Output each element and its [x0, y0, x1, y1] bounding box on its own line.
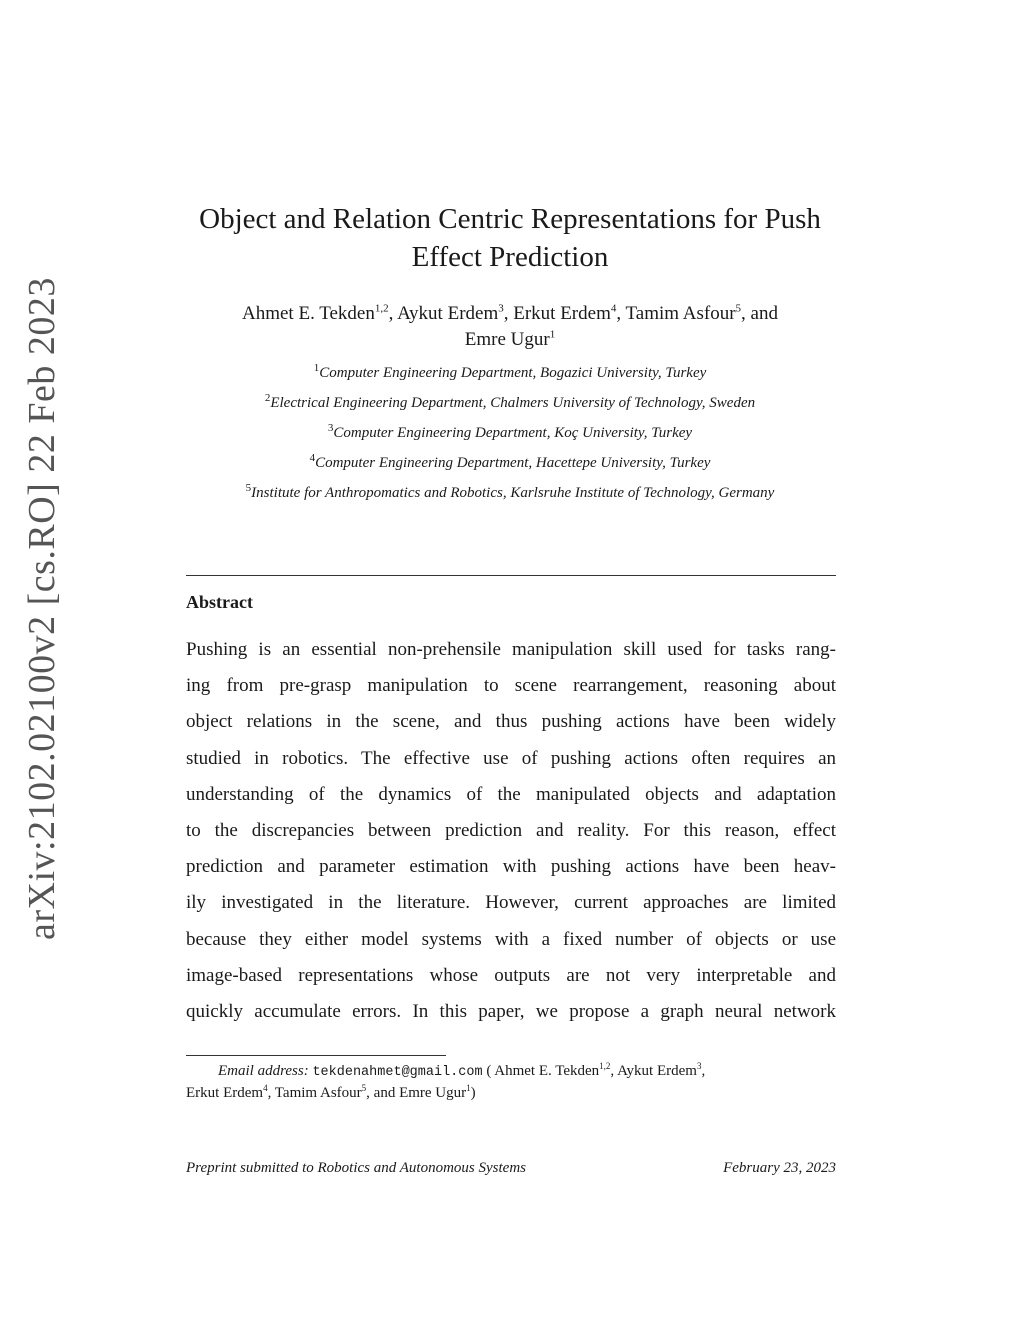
abstract-line: ily investigated in the literature. However, current approaches are limited: [186, 892, 836, 914]
author-affil-sup: 1: [549, 328, 556, 341]
footnote-author: , Aykut Erdem: [610, 1063, 697, 1079]
author-separator: ,: [616, 303, 626, 324]
abstract-line: studied in robotics. The effective use of pushing actions often requires an: [186, 747, 836, 769]
footnote-author: , and Emre Ugur: [366, 1085, 467, 1101]
author-name: Tamim Asfour: [625, 303, 736, 324]
author-name: Aykut Erdem: [397, 303, 499, 324]
affiliation-text: Computer Engineering Department, Hacettepe University, Turkey: [315, 455, 711, 471]
footnote-rule: [186, 1055, 446, 1056]
affiliation-list: [120, 358, 900, 508]
author-affil-sup: 4: [610, 302, 617, 315]
affiliation-sup: 2: [264, 392, 271, 404]
abstract-top-rule: [186, 575, 836, 576]
paper-title: [150, 200, 870, 276]
footnote-sup: 5: [361, 1083, 367, 1093]
affiliation-sup: 3: [327, 422, 334, 434]
abstract-body: [186, 632, 836, 1030]
arxiv-identifier: arXiv:2102.02100v2 [cs.RO] 22 Feb 2023: [21, 277, 63, 940]
affiliation-sup: 5: [245, 482, 252, 494]
author-affil-sup: 5: [735, 302, 742, 315]
author-affil-sup: 1,2: [374, 302, 389, 315]
abstract-line: Pushing is an essential non-prehensile manipulation skill used for tasks rang-: [186, 639, 836, 660]
affiliation-item: [120, 418, 900, 448]
preprint-note: Preprint submitted to Robotics and Autonomous Systems: [186, 1160, 526, 1176]
affiliation-item: [120, 478, 900, 508]
abstract-line: to the discrepancies between prediction and reality. For this reason, effect: [186, 820, 836, 842]
author-affil-sup: 3: [498, 302, 504, 315]
abstract-line: because they either model systems with a fixed number of objects or use: [186, 928, 836, 950]
title-line-1: Object and Relation Centric Representations for Push: [199, 203, 821, 235]
abstract-heading: Abstract: [186, 592, 253, 612]
abstract-line: prediction and parameter estimation with pushing actions have been heav-: [186, 856, 836, 878]
title-line-2: Effect Prediction: [411, 241, 609, 273]
abstract-line: ing from pre-grasp manipulation to scene rearrangement, reasoning about: [186, 675, 836, 697]
affiliation-text: Institute for Anthropomatics and Robotics, Karlsruhe Institute of Technology, Germany: [251, 485, 775, 501]
footnote-open: (: [482, 1063, 495, 1079]
footnote-author: , Tamim Asfour: [267, 1085, 362, 1101]
author-name: Emre Ugur: [464, 329, 550, 350]
abstract-line: object relations in the scene, and thus pushing actions have been widely: [186, 711, 836, 733]
author-name: Erkut Erdem: [513, 303, 611, 324]
affiliation-sup: 4: [309, 452, 316, 464]
author-separator: ,: [503, 303, 514, 324]
footnote-author: Ahmet E. Tekden: [494, 1063, 600, 1079]
footnote-sup: 4: [263, 1083, 268, 1093]
author-separator: , and: [741, 303, 778, 324]
footnote-sup: 1: [466, 1083, 471, 1093]
affiliation-item: [120, 448, 900, 478]
submission-date: February 23, 2023: [723, 1160, 836, 1176]
email-link[interactable]: tekdenahmet@gmail.com: [312, 1065, 483, 1080]
footnote-author: Erkut Erdem: [186, 1085, 264, 1101]
footnote-close: ): [470, 1085, 476, 1101]
affiliation-item: [120, 388, 900, 418]
affiliation-text: Computer Engineering Department, Bogazici University, Turkey: [319, 365, 707, 381]
abstract-line: understanding of the dynamics of the manipulated objects and adaptation: [186, 783, 836, 805]
author-name: Ahmet E. Tekden: [242, 303, 375, 324]
abstract-line: image-based representations whose outputs are not very interpretable and: [186, 964, 836, 986]
footnote-sup: 3: [696, 1061, 702, 1071]
affiliation-text: Electrical Engineering Department, Chalmers University of Technology, Sweden: [270, 395, 756, 411]
affiliation-item: [120, 358, 900, 388]
affiliation-text: Computer Engineering Department, Koç University, Turkey: [333, 425, 693, 441]
affiliation-sup: 1: [313, 362, 320, 374]
abstract-line: quickly accumulate errors. In this paper, we propose a graph neural network: [186, 1001, 836, 1023]
author-list: [150, 301, 870, 353]
footnote: Email address: tekdenahmet@gmail.com ( Ahmet E. Tekden$^{1,2}$, Aykut Erdem$^3$, Erkut Erdem$^4$, Tamim Asfour$^5$, and Emre Ugur$^1$): [186, 1061, 706, 1101]
footnote-sup: 1,2: [599, 1061, 611, 1071]
footnote-label: Email address:: [218, 1063, 309, 1079]
author-separator: ,: [388, 303, 398, 324]
